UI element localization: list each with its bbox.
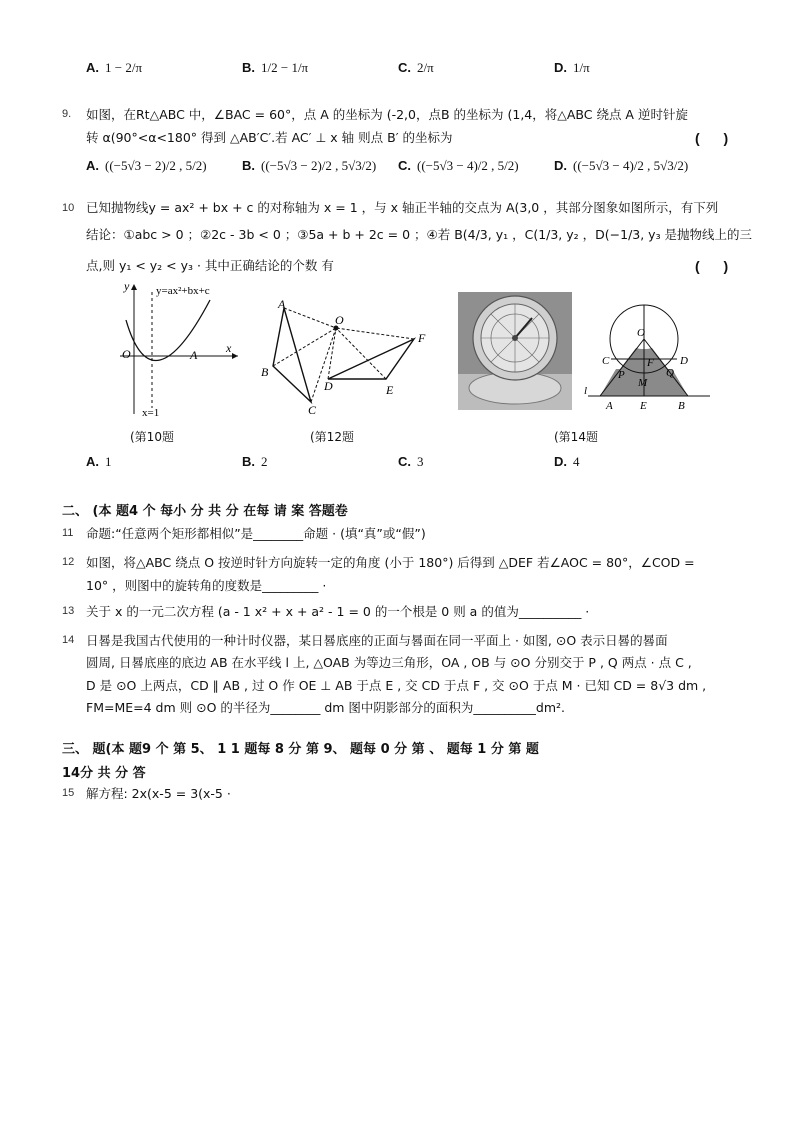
q9-option-d (554, 158, 688, 174)
label-o: O (335, 313, 344, 327)
origin-label: O (122, 347, 131, 361)
figure-12-caption: (第12题 (310, 430, 354, 444)
label-c: C (308, 403, 317, 417)
q10-option-b (242, 454, 268, 470)
section-2-heading: 二、 (本 题4 个 每小 分 共 分 在每 请 案 答题卷 (62, 504, 348, 519)
q9-option-c (398, 158, 519, 174)
label-q: Q (666, 367, 674, 379)
q8-option-a (86, 60, 142, 76)
label-f: F (418, 331, 426, 345)
label-b: B (678, 400, 685, 412)
label-d: D (680, 355, 688, 367)
q8-option-b (242, 60, 308, 76)
option-label: D. (554, 158, 567, 173)
q9-answer-paren: ( ) (695, 130, 739, 146)
label-e: E (386, 383, 394, 397)
label-o: O (637, 327, 645, 339)
option-label: C. (398, 158, 411, 173)
label-a: A (278, 297, 286, 311)
q10-line2: 结论：①abc > 0 ；②2c - 3b < 0 ；③5a + b + 2c = 0 ；④若 B(4/3, y₁ ，C(1/3, y₂ ，D(−1/3, y₃ 是抛物线上的三 (86, 227, 753, 242)
axis-line-label: x=1 (142, 407, 160, 419)
option-value: 1/2 − 1/π (261, 60, 309, 75)
label-l: l (584, 385, 588, 397)
figure-12-rotation (256, 296, 436, 418)
label-c: C (602, 355, 610, 367)
label-f: F (647, 357, 654, 369)
figure-10-parabola (112, 280, 242, 420)
q14-line1: 日晷是我国古代使用的一种计时仪器，某日晷底座的正面与晷面在同一平面上 · 如图, ⊙O 表示日晷的晷面 (86, 633, 668, 648)
option-label: C. (398, 60, 411, 75)
q9-number: 9. (62, 108, 72, 120)
q13-text: 关于 x 的一元二次方程 (a - 1 x² + x + a² - 1 = 0 的一个根是 0 则 a 的值为__________ · (86, 604, 590, 619)
y-axis-label: y (124, 280, 130, 293)
label-b: B (261, 365, 269, 379)
option-value: 1 − 2/π (105, 60, 143, 75)
figure-14-caption: (第14题 (554, 430, 598, 444)
option-value: ((−5√3 − 2)/2 , 5/2) (105, 158, 207, 173)
option-label: A. (86, 60, 99, 75)
q12-number: 12 (62, 556, 75, 568)
q10-line1: 已知抛物线y = ax² + bx + c 的对称轴为 x = 1 ，与 x 轴正半轴的交点为 A(3,0 ，其部分图象如图所示，有下列 (86, 200, 719, 215)
q10-number: 10 (62, 202, 75, 214)
option-label: D. (554, 60, 567, 75)
q9-option-a (86, 158, 207, 174)
label-m: M (638, 377, 648, 389)
point-a-label: A (190, 348, 198, 362)
q10-option-a (86, 454, 112, 470)
q15-text: 解方程: 2x(x-5 = 3(x-5 · (86, 786, 231, 801)
option-label: B. (242, 454, 255, 469)
option-label: B. (242, 158, 255, 173)
curve-label: y=ax²+bx+c (156, 285, 210, 297)
option-value: 3 (417, 454, 424, 469)
label-p: P (618, 369, 625, 381)
q14-line3: D 是 ⊙O 上两点，CD ∥ AB , 过 O 作 OE ⊥ AB 于点 E , 交 CD 于点 F , 交 ⊙O 于点 M · 已知 CD = 8√3 dm , (86, 678, 707, 693)
option-value: ((−5√3 − 4)/2 , 5/2) (417, 158, 519, 173)
section-3-heading-line2: 14分 共 分 答 (62, 766, 146, 781)
q10-option-d (554, 454, 580, 470)
q9-line2: 转 α(90°<α<180° 得到 △AB′C′.若 AC′ ⊥ x 轴 则点 B′ 的坐标为 (86, 130, 453, 145)
figure-14-sundial (584, 286, 714, 416)
label-a: A (606, 400, 613, 412)
x-axis-label: x (226, 341, 232, 355)
q14-line4: FM=ME=4 dm 则 ⊙O 的半径为________ dm 图中阴影部分的面积为__________dm². (86, 700, 566, 715)
q14-line2: 圆周, 日晷底座的底边 AB 在水平线 l 上, △OAB 为等边三角形，OA , OB 与 ⊙O 分别交于 P , Q 两点 · 点 C , (86, 655, 692, 670)
option-label: C. (398, 454, 411, 469)
q13-number: 13 (62, 605, 75, 617)
q8-option-d (554, 60, 590, 76)
option-value: 2/π (417, 60, 434, 75)
option-value: ((−5√3 − 4)/2 , 5√3/2) (573, 158, 689, 173)
q8-option-c (398, 60, 434, 76)
q10-line3: 点,则 y₁ < y₂ < y₃ · 其中正确结论的个数 有 (86, 258, 334, 273)
q11-number: 11 (62, 527, 74, 539)
section-3-heading: 三、 题(本 题9 个 第 5、 1 1 题每 8 分 第 9、 题每 0 分 第 、 题每 1 分 第 题 (62, 742, 539, 757)
option-value: 1/π (573, 60, 590, 75)
option-value: ((−5√3 − 2)/2 , 5√3/2) (261, 158, 377, 173)
option-label: B. (242, 60, 255, 75)
option-value: 2 (261, 454, 268, 469)
figure-10-caption: (第10题 (130, 430, 174, 444)
option-label: A. (86, 454, 99, 469)
label-d: D (324, 379, 333, 393)
q10-option-c (398, 454, 424, 470)
label-e: E (640, 400, 647, 412)
q10-answer-paren: ( ) (695, 258, 739, 274)
q9-line1: 如图，在Rt△ABC 中，∠BAC = 60°，点 A 的坐标为 (-2,0，点B 的坐标为 (1,4，将△ABC 绕点 A 逆时针旋 (86, 107, 688, 122)
q9-option-b (242, 158, 376, 174)
q11-text: 命题:“任意两个矩形都相似”是________命题 · (填“真”或“假”) (86, 526, 426, 541)
sundial-photo (458, 292, 572, 410)
q12-line2: 10° ，则图中的旋转角的度数是_________ · (86, 578, 327, 593)
q12-line1: 如图，将△ABC 绕点 O 按逆时针方向旋转一定的角度 (小于 180°) 后得到 △DEF 若∠AOC = 80°，∠COD = (86, 555, 695, 570)
option-label: A. (86, 158, 99, 173)
q14-number: 14 (62, 634, 75, 646)
q15-number: 15 (62, 787, 75, 799)
option-value: 4 (573, 454, 580, 469)
option-label: D. (554, 454, 567, 469)
option-value: 1 (105, 454, 112, 469)
